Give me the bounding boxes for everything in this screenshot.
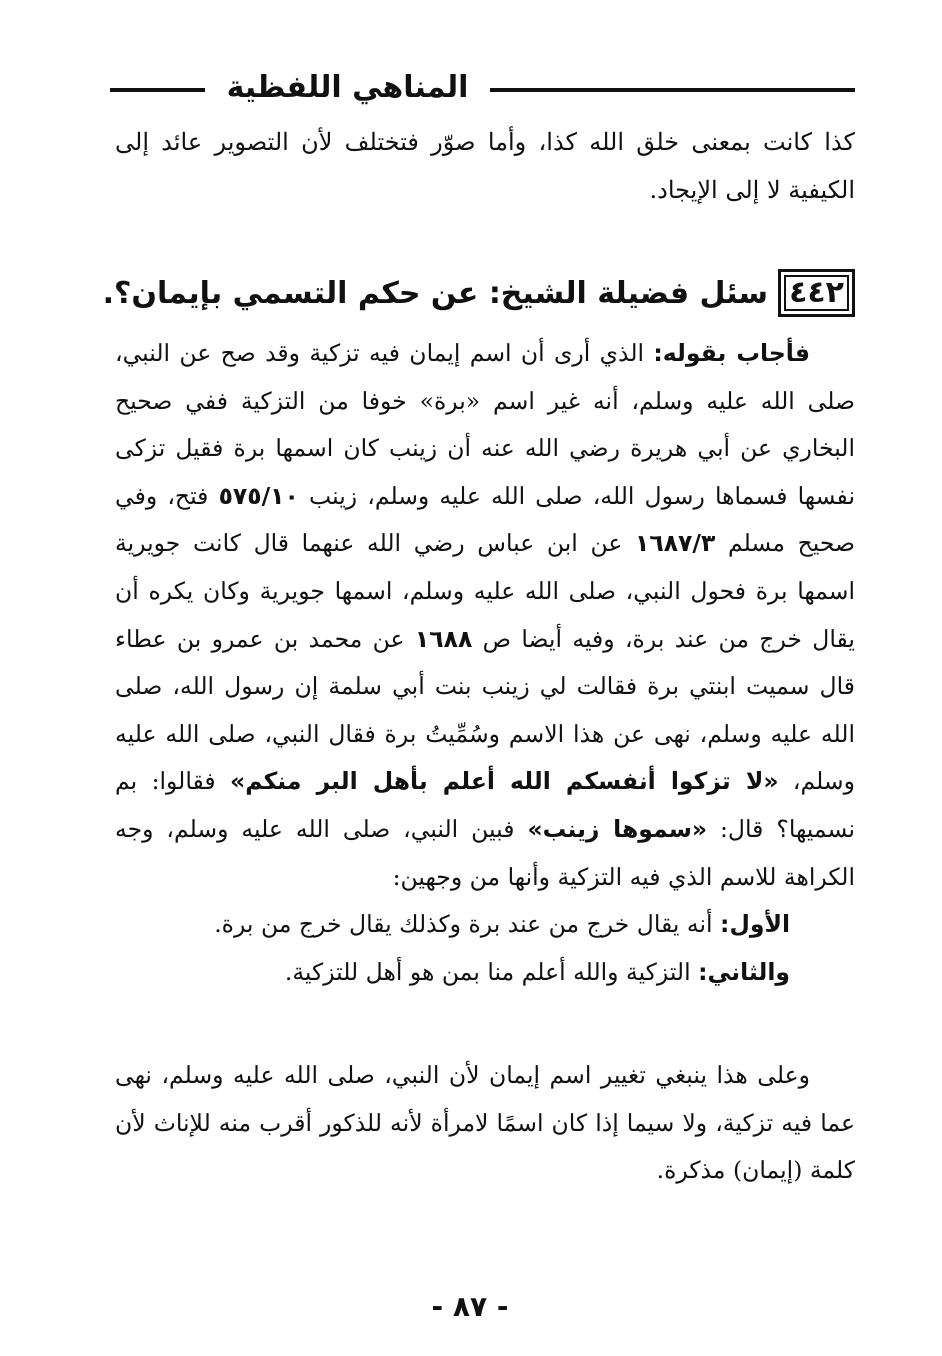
point-label: والثاني: (698, 957, 790, 986)
point-text: أنه يقال خرج من عند برة وكذلك يقال خرج من برة. (214, 910, 713, 939)
reference-2: ١٦٨٧/٣ (635, 529, 716, 558)
hadith-quote-1: «لا تزكوا أنفسكم الله أعلم بأهل البر منكم» (230, 767, 779, 796)
running-header (110, 64, 855, 112)
answer-label: فأجاب بقوله: (653, 339, 810, 367)
question-number-box: ٤٤٢ (778, 269, 855, 317)
point-label: الأول: (720, 910, 790, 939)
closing-text: وعلى هذا ينبغي تغيير اسم إيمان لأن النبي، صلى الله عليه وسلم، نهى عما فيه تزكية، ولا سيما إذا كان اسمًا لامرأة لأنه للذكور أقرب منه للإناث لأن كلمة (إيمان) مذكرة. (115, 1061, 855, 1185)
question-heading (102, 265, 855, 321)
answer-text-3: عن ابن عباس رضي الله عنهما قال كانت جويرية اسمها برة فحول النبي، صلى الله عليه وسلم، اسمها جويرية وكان يكره أن يقال خرج من عند برة، وفيه أيضا ص (115, 529, 855, 653)
answer-text-6: فبين النبي، صلى الله عليه وسلم، وجه الكراهة للاسم الذي فيه التزكية وأنها من وجهين: (115, 814, 855, 891)
closing-paragraph (115, 1052, 855, 1195)
page-number: - ٨٧ - (431, 1290, 509, 1323)
hadith-quote-2: «سموها زينب» (527, 814, 708, 843)
answer-body (115, 330, 855, 996)
answer-text-1: الذي أرى أن اسم إيمان فيه تزكية وقد صح عن النبي، صلى الله عليه وسلم، أنه غير اسم «برة» خوفا من التزكية ففي صحيح البخاري عن أبي هريرة رضي الله عنه أن زينب كان اسمها برة فقيل تزكى نفسها فسماها رسول الله، صلى الله عليه وسلم، زينب (115, 339, 855, 510)
point-first (115, 901, 855, 949)
answer-text-2: فتح، وفي صحيح مسلم (115, 481, 855, 558)
answer-text-4: عن محمد بن عمرو بن عطاء قال سميت ابنتي برة فقالت لي زينب بنت أبي سلمة إن رسول الله، صلى الله عليه وسلم، نهى عن هذا الاسم وسُمِّيتُ برة فقال النبي، صلى الله عليه وسلم، (115, 624, 855, 796)
reference-3: ١٦٨٨ (414, 624, 473, 653)
answer-paragraph (115, 330, 855, 901)
header-rule-left (110, 88, 205, 92)
header-rule-right (490, 88, 855, 92)
point-text: التزكية والله أعلم منا بمن هو أهل للتزكية. (284, 957, 691, 986)
continuation-paragraph: كذا كانت بمعنى خلق الله كذا، وأما صوّر فتختلف لأن التصوير عائد إلى الكيفية لا إلى الإيجاد. (115, 128, 855, 204)
question-text: سئل فضيلة الشيخ: عن حكم التسمي بإيمان؟. (102, 275, 769, 311)
reference-1: ٥٧٥/١٠ (218, 481, 299, 510)
header-title: المناهي اللفظية (226, 70, 469, 105)
answer-text-5: فقالوا: بم نسميها؟ قال: (115, 767, 855, 843)
point-second (115, 949, 855, 997)
